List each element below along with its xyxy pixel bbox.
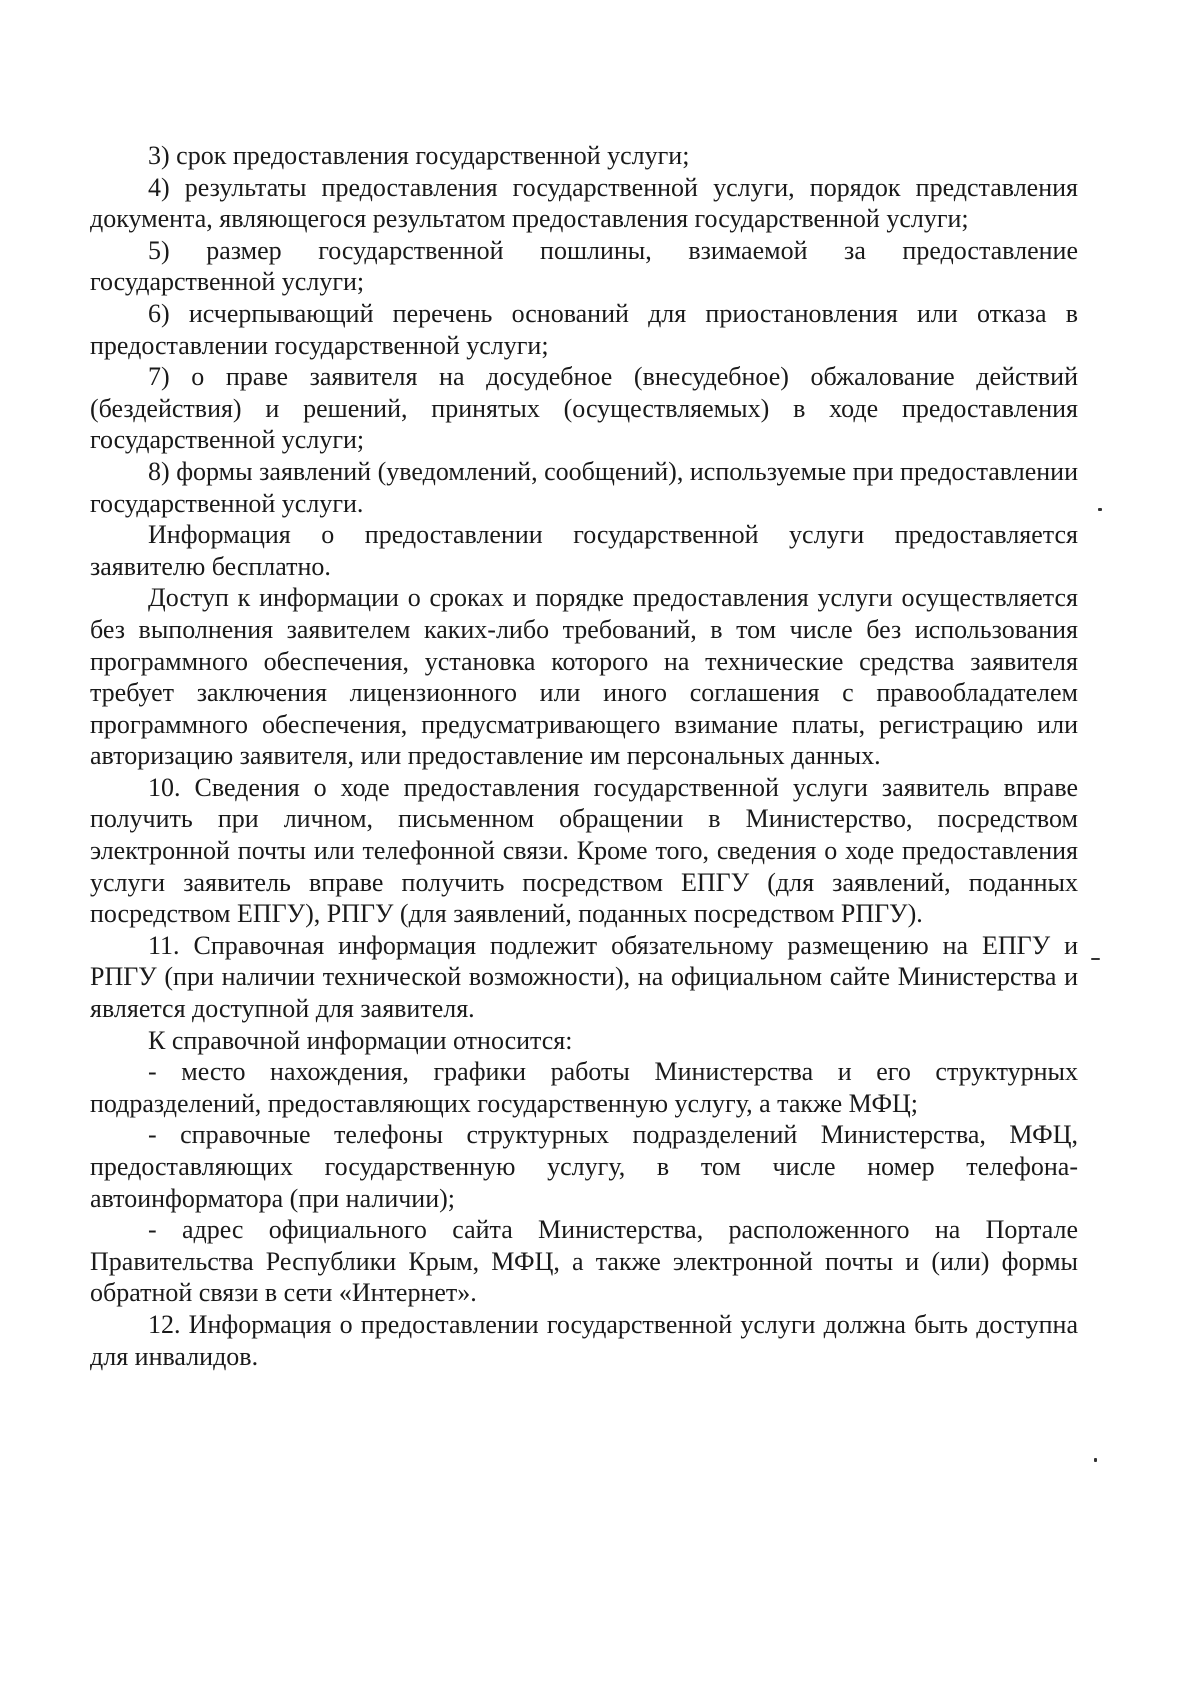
- document-body: [90, 140, 1078, 1372]
- paragraph-item-6: 6) исчерпывающий перечень оснований для приостановления или отказа в предоставлении государственной услуги;: [90, 298, 1078, 360]
- paragraph-access-to-info: Доступ к информации о сроках и порядке предоставления услуги осуществляется без выполнения заявителем каких-либо требований, в том числе без использования программного обеспечения, установка которого на технические средства заявителя требует заключения лицензионного или иного соглашения с правообладателем программного обеспечения, предусматривающего взимание платы, регистрацию или авторизацию заявителя, или предоставление им персональных данных.: [90, 583, 1078, 771]
- paragraph-reference-info-intro: К справочной информации относится:: [148, 1025, 573, 1055]
- paragraph-section-12: 12. Информация о предоставлении государственной услуги должна быть доступна для инвалидов.: [90, 1309, 1078, 1371]
- paragraph-item-3: 3) срок предоставления государственной услуги;: [148, 141, 690, 170]
- paragraph-item-5: 5) размер государственной пошлины, взимаемой за предоставление государственной услуги;: [90, 235, 1078, 297]
- paragraph-item-4: 4) результаты предоставления государственной услуги, порядок представления документа, являющегося результатом предоставления государственной услуги;: [90, 172, 1078, 234]
- scan-speck: [1098, 508, 1102, 511]
- scan-speck: [1091, 958, 1100, 960]
- paragraph-section-10: 10. Сведения о ходе предоставления государственной услуги заявитель вправе получить при личном, письменном обращении в Министерство, посредством электронной почты или телефонной связи. Кроме того, сведения о ходе предоставления услуги заявитель вправе получить посредством ЕПГУ (для заявлений, поданных посредством ЕПГУ), РПГУ (для заявлений, поданных посредством РПГУ).: [90, 772, 1078, 929]
- paragraph-section-11: 11. Справочная информация подлежит обязательному размещению на ЕПГУ и РПГУ (при наличии технической возможности), на официальном сайте Министерства и является доступной для заявителя.: [90, 930, 1078, 1024]
- paragraph-list-website: - адрес официального сайта Министерства, расположенного на Портале Правительства Республики Крым, МФЦ, а также электронной почты и (или) формы обратной связи в сети «Интернет».: [90, 1215, 1078, 1308]
- scan-speck: [1094, 1458, 1097, 1462]
- paragraph-list-phones: - справочные телефоны структурных подразделений Министерства, МФЦ, предоставляющих государственную услугу, в том числе номер телефона-автоинформатора (при наличии);: [90, 1120, 1078, 1213]
- paragraph-list-location: - место нахождения, графики работы Министерства и его структурных подразделений, предоставляющих государственную услугу, а также МФЦ;: [90, 1057, 1078, 1118]
- paragraph-item-7: 7) о праве заявителя на досудебное (внесудебное) обжалование действий (бездействия) и решений, принятых (осуществляемых) в ходе предоставления государственной услуги;: [90, 362, 1078, 455]
- paragraph-free-of-charge: Информация о предоставлении государственной услуги предоставляется заявителю бесплатно.: [90, 520, 1078, 581]
- paragraph-item-8: 8) формы заявлений (уведомлений, сообщений), используемые при предоставлении государственной услуги.: [90, 456, 1078, 518]
